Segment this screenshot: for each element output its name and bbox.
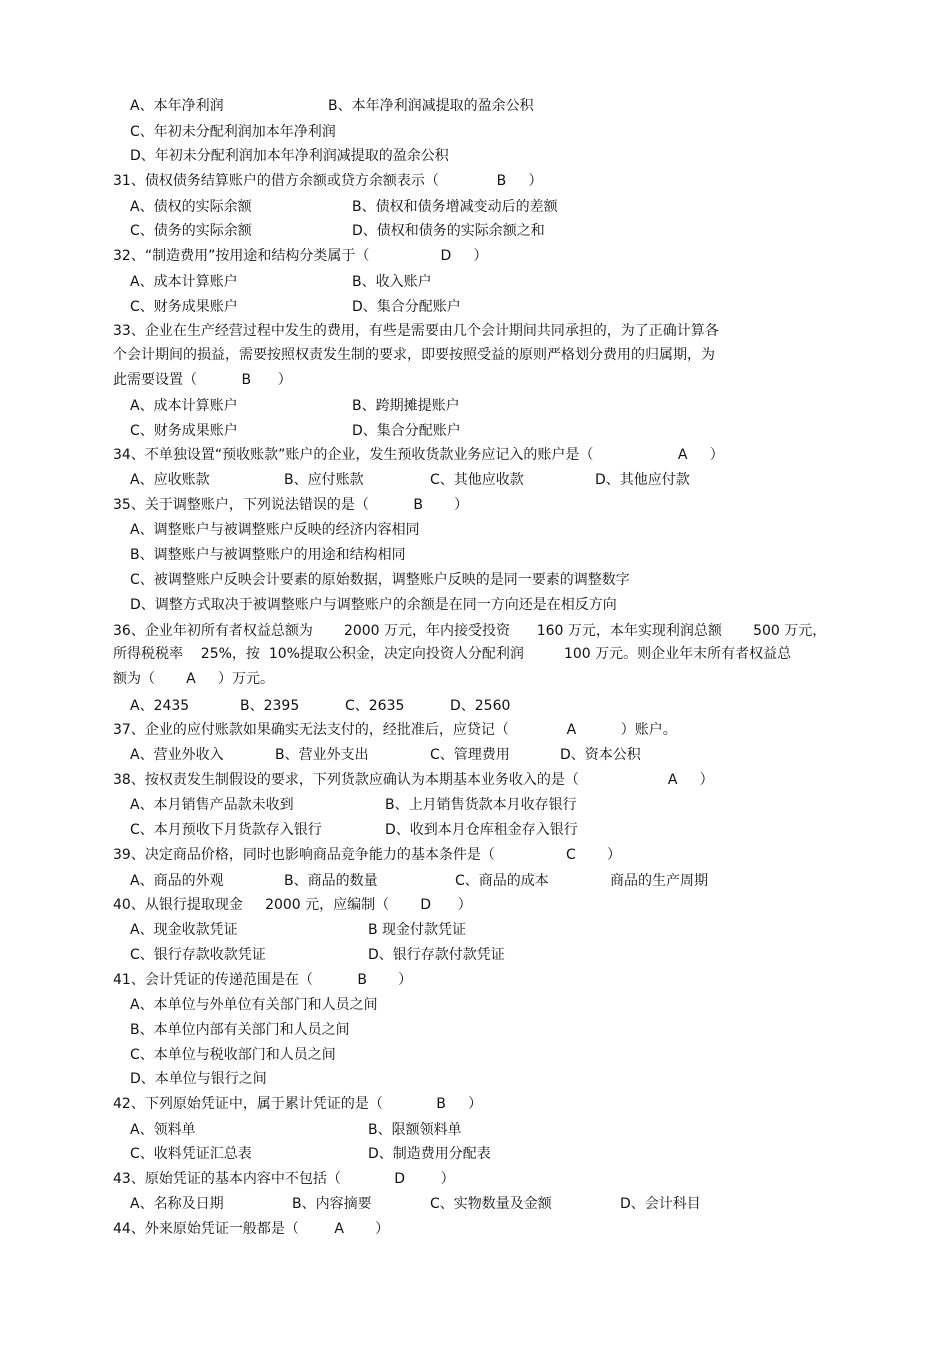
option-text: A、本月销售产品款未收到 xyxy=(130,797,294,813)
option-text: A、商品的外观 xyxy=(130,873,224,889)
question-text: 个会计期间的损益，需要按照权责发生制的要求，即要按照受益的原则严格划分费用的归属期，为 xyxy=(113,347,715,363)
option-text: A、营业外收入 xyxy=(130,747,224,763)
option-text: D、债权和债务的实际余额之和 xyxy=(352,223,545,239)
option-text: D、本单位与银行之间 xyxy=(130,1071,267,1087)
option-text: C、财务成果账户 xyxy=(130,299,238,315)
question-text: 32、“制造费用”按用途和结构分类属于（ D ） xyxy=(113,248,488,264)
option-text: C、债务的实际余额 xyxy=(130,223,252,239)
option-text: C、实物数量及金额 xyxy=(430,1196,552,1212)
option-text: B、调整账户与被调整账户的用途和结构相同 xyxy=(130,547,406,563)
option-text: D、其他应付款 xyxy=(595,472,690,488)
option-text: A、成本计算账户 xyxy=(130,398,238,414)
option-text: C、收料凭证汇总表 xyxy=(130,1146,252,1162)
question-text: 43、原始凭证的基本内容中不包括（ D ） xyxy=(113,1171,455,1187)
option-text: A、本单位与外单位有关部门和人员之间 xyxy=(130,997,378,1013)
option-text: C、本月预收下月货款存入银行 xyxy=(130,822,322,838)
option-text: A、成本计算账户 xyxy=(130,274,238,290)
option-text: A、2435 xyxy=(130,698,190,714)
question-text: 此需要设置（ B ） xyxy=(113,372,292,388)
option-text: C、年初未分配利润加本年净利润 xyxy=(130,124,336,140)
question-text: 35、关于调整账户，下列说法错误的是（ B ） xyxy=(113,497,469,513)
option-text: C、商品的成本 xyxy=(455,873,549,889)
question-text: 额为（ A ）万元。 xyxy=(113,671,274,687)
option-text: C、管理费用 xyxy=(430,747,510,763)
question-text: 34、不单独设置“预收账款”账户的企业，发生预收货款业务应记入的账户是（ A ） xyxy=(113,447,724,463)
option-text: B、跨期摊提账户 xyxy=(352,398,460,414)
option-text: C、2635 xyxy=(345,698,405,714)
option-text: D、2560 xyxy=(450,698,511,714)
option-text: A、本年净利润 xyxy=(130,98,224,114)
question-text: 42、下列原始凭证中，属于累计凭证的是（ B ） xyxy=(113,1096,483,1112)
option-text: C、本单位与税收部门和人员之间 xyxy=(130,1047,336,1063)
option-text: C、其他应收款 xyxy=(430,472,524,488)
option-text: D、会计科目 xyxy=(620,1196,701,1212)
question-text: 38、按权责发生制假设的要求，下列货款应确认为本期基本业务收入的是（ A ） xyxy=(113,772,714,788)
option-text: B 现金付款凭证 xyxy=(368,922,467,938)
option-text: A、名称及日期 xyxy=(130,1196,224,1212)
question-text: 所得税税率 25%，按 10%提取公积金，决定向投资人分配利润 100 万元。则企业年末所有者权益总 xyxy=(113,646,792,662)
question-text: 40、从银行提取现金 2000 元，应编制（ D ） xyxy=(113,897,472,913)
option-text: D、集合分配账户 xyxy=(352,423,461,439)
option-text: 商品的生产周期 xyxy=(610,873,708,889)
option-text: D、年初未分配利润加本年净利润减提取的盈余公积 xyxy=(130,148,449,164)
option-text: B、收入账户 xyxy=(352,274,432,290)
option-text: D、收到本月仓库租金存入银行 xyxy=(385,822,578,838)
option-text: B、商品的数量 xyxy=(284,873,378,889)
option-text: A、应收账款 xyxy=(130,472,210,488)
option-text: C、被调整账户反映会计要素的原始数据，调整账户反映的是同一要素的调整数字 xyxy=(130,572,630,588)
option-text: D、调整方式取决于被调整账户与调整账户的余额是在同一方向还是在相反方向 xyxy=(130,597,617,613)
option-text: D、银行存款付款凭证 xyxy=(368,947,505,963)
option-text: B、营业外支出 xyxy=(275,747,369,763)
option-text: D、制造费用分配表 xyxy=(368,1146,491,1162)
option-text: A、债权的实际余额 xyxy=(130,199,252,215)
option-text: A、现金收款凭证 xyxy=(130,922,238,938)
question-text: 33、企业在生产经营过程中发生的费用，有些是需要由几个会计期间共同承担的，为了正确计算各 xyxy=(113,323,719,339)
option-text: C、银行存款收款凭证 xyxy=(130,947,266,963)
option-text: D、集合分配账户 xyxy=(352,299,461,315)
option-text: B、限额领料单 xyxy=(368,1122,462,1138)
option-text: A、领料单 xyxy=(130,1122,196,1138)
option-text: C、财务成果账户 xyxy=(130,423,238,439)
option-text: B、2395 xyxy=(240,698,300,714)
option-text: B、应付账款 xyxy=(284,472,364,488)
question-text: 41、会计凭证的传递范围是在（ B ） xyxy=(113,972,413,988)
question-text: 37、企业的应付账款如果确实无法支付的，经批准后，应贷记（ A ）账户。 xyxy=(113,722,677,738)
question-text: 31、债权债务结算账户的借方余额或贷方余额表示（ B ） xyxy=(113,173,543,189)
option-text: B、内容摘要 xyxy=(292,1196,372,1212)
option-text: B、本年净利润减提取的盈余公积 xyxy=(328,98,534,114)
option-text: D、资本公积 xyxy=(560,747,641,763)
question-text: 44、外来原始凭证一般都是（ A ） xyxy=(113,1221,390,1237)
option-text: B、债权和债务增减变动后的差额 xyxy=(352,199,558,215)
question-text: 39、决定商品价格，同时也影响商品竞争能力的基本条件是（ C ） xyxy=(113,847,621,863)
option-text: B、本单位内部有关部门和人员之间 xyxy=(130,1022,350,1038)
question-text: 36、企业年初所有者权益总额为 2000 万元，年内接受投资 160 万元，本年实现利润总额 500 万元， xyxy=(113,623,827,639)
option-text: B、上月销售货款本月收存银行 xyxy=(385,797,577,813)
option-text: A、调整账户与被调整账户反映的经济内容相同 xyxy=(130,522,420,538)
